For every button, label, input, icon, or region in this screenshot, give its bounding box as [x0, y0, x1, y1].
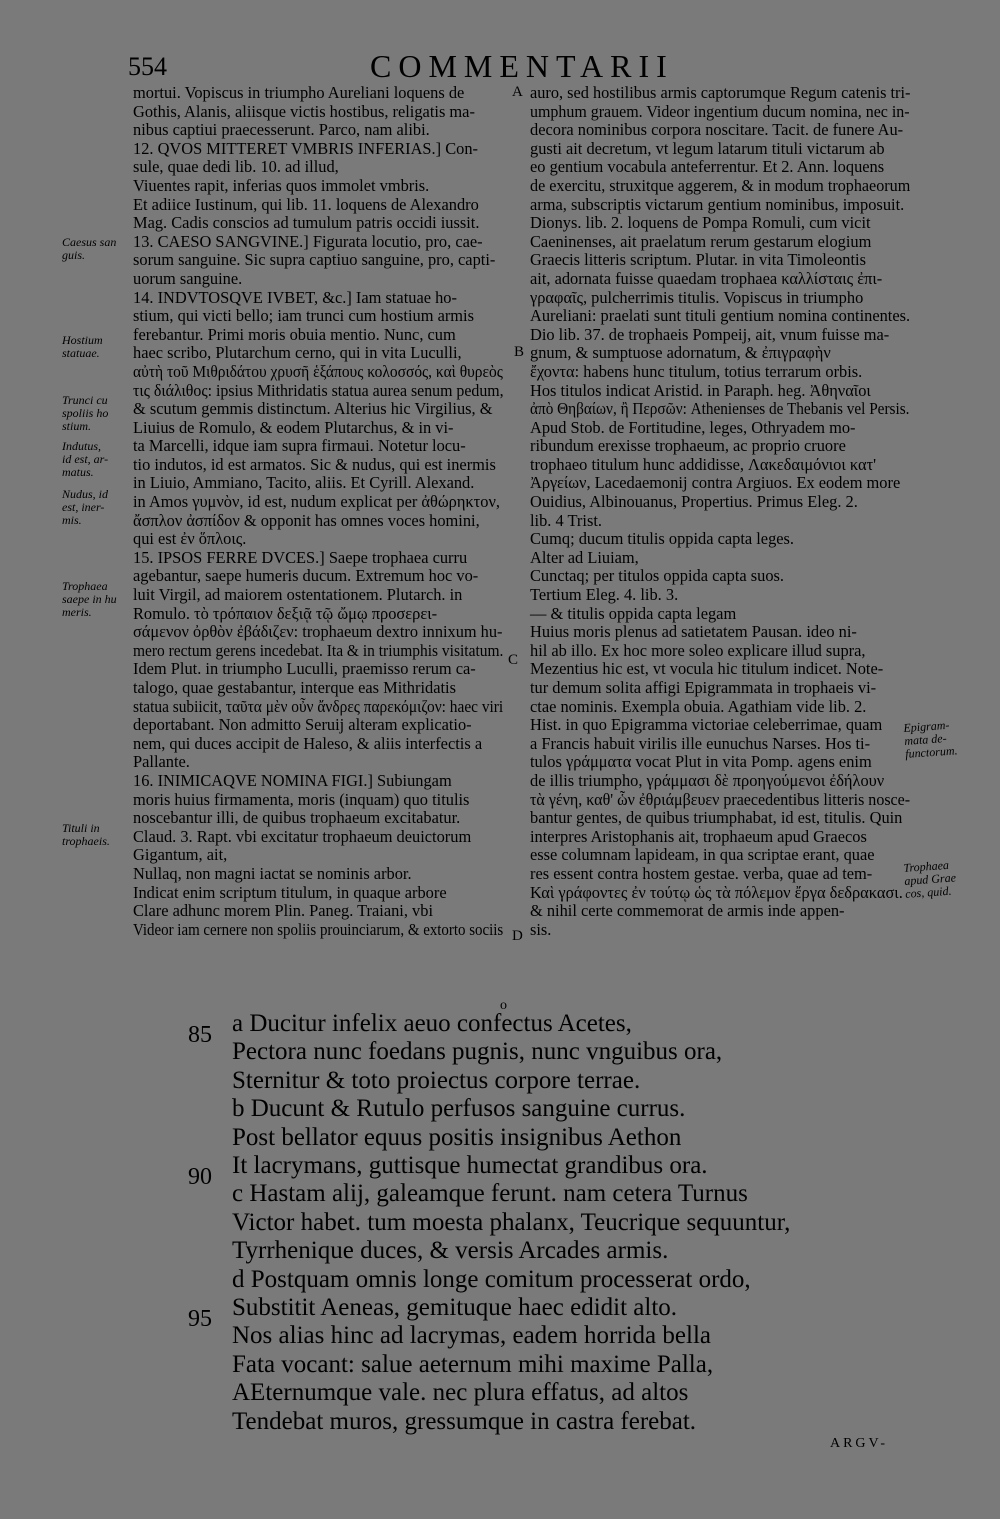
commentary-line: Cumq; ducum titulis oppida capta leges.: [530, 529, 795, 549]
verse-line: Tendebat muros, gressumque in castra ferebat.: [232, 1407, 697, 1435]
section-letter-c: C: [508, 652, 519, 668]
commentary-line: qui est ἐν ὅπλοις.: [133, 529, 247, 549]
section-letter-a: A: [512, 84, 523, 100]
margin-note-hostium-statuae: Hostium statuae.: [62, 333, 103, 360]
commentary-line: de illis triumpho, γράμμασι δὲ προηγούμενοι ἐδήλουν: [530, 770, 885, 790]
commentary-line: Clare adhunc morem Plin. Paneg. Traiani, vbi: [133, 901, 434, 921]
commentary-line: arma, subscriptis victarum gentium nominibus, imposuit.: [530, 194, 905, 214]
running-title: COMMENTARII: [370, 48, 674, 84]
commentary-line: Alter ad Liuiam,: [530, 547, 639, 567]
commentary-line: interpres Aristophanis ait, trophaeum apud Graecos: [530, 826, 867, 846]
commentary-line: ἔχοντα: habens hunc titulum, totius terrarum orbis.: [530, 361, 863, 381]
margin-note-trunci-spoliis: Trunci cu spoliis ho stium.: [62, 393, 109, 433]
commentary-line: 16. INIMICAQVE NOMINA FIGI.] Subiungam: [133, 770, 452, 790]
commentary-line: Graecis litteris scriptum. Plutar. in vita Timoleontis: [530, 250, 866, 270]
commentary-line: Mag. Cadis conscios ad tumulum patris occidi iussit.: [133, 213, 480, 233]
margin-note-nudus: Nudus, id est, iner- mis.: [62, 487, 109, 527]
verse-line: Tyrrhenique duces, & versis Arcades armis.: [232, 1237, 669, 1265]
verse-line: Post bellator equus positis insignibus Aethon: [232, 1123, 682, 1151]
commentary-line: mero rectum gerens incedebat. Ita & in triumphis visitatum.: [133, 640, 504, 660]
commentary-line: statua subiicit, ταῦτα μὲν οὖν ἄνδρες παρεκόμιζον: haec viri: [133, 696, 504, 716]
commentary-line: Mezentius hic est, vt vocula hic titulum indicet. Note-: [530, 659, 884, 679]
commentary-line: bantur gentes, de quibus triumphabat, id est, titulis. Quin: [530, 808, 903, 828]
verse-line: AEternumque vale. nec plura effatus, ad altos: [232, 1379, 689, 1407]
commentary-line: ἄσπλον ἀσπίδον & opponit has omnes voces homini,: [133, 510, 480, 530]
signature-mark: o: [500, 998, 507, 1013]
commentary-line: talogo, quae gestabantur, interque eas Mithridatis: [133, 678, 456, 697]
commentary-line: Ouidius, Albinouanus, Propertius. Primus Eleg. 2.: [530, 492, 858, 512]
commentary-line: ta Marcelli, idque iam supra firmaui. Notetur locu-: [133, 436, 466, 456]
commentary-line: nem, qui duces accipit de Haleso, & aliis interfectis a: [133, 733, 483, 753]
commentary-right-column: [530, 84, 910, 939]
verse-number-85: 85: [188, 1022, 212, 1048]
commentary-line: decora nominibus corpora noscitare. Tacit. de funere Au-: [530, 120, 904, 140]
verse-line: Sternitur & toto proiectus corpore terrae.: [232, 1066, 641, 1094]
commentary-line: τις διάλιθος: ipsius Mithridatis statua aurea senum pedum,: [133, 380, 504, 400]
commentary-line: gusti ait decretum, vt legum latarum tituli victarum ab: [530, 138, 885, 158]
commentary-line: Liuius de Romulo, & eodem Plutarchus, & in vi-: [133, 417, 454, 437]
commentary-line: auro, sed hostilibus armis captorumque Regum catenis tri-: [530, 83, 911, 102]
folio-number: 554: [128, 52, 167, 81]
commentary-line: res essent contra hostem gestae. verba, quae ad tem-: [530, 863, 873, 883]
commentary-line: eo gentium vocabula anteferrentur. Et 2. Ann. loquens: [530, 157, 885, 177]
commentary-line: tio indutos, id est armatos. Sic & nudus, qui est inermis: [133, 454, 496, 474]
commentary-line: agebantur, saepe humeris ducum. Extremum hoc vo-: [133, 566, 479, 586]
commentary-line: 15. IPSOS FERRE DVCES.] Saepe trophaea curru: [133, 547, 468, 567]
section-letter-b: B: [514, 344, 525, 360]
commentary-line: ait, adornata fuisse quaedam trophaea καλλίσταις ἐπι-: [530, 268, 883, 288]
commentary-line: 13. CAESO SANGVINE.] Figurata locutio, pro, cae-: [133, 231, 483, 251]
commentary-line: tulos γράμματα vocat Plut in vita Pomp. agens enim: [530, 752, 872, 772]
catchword: ARGV-: [829, 1436, 888, 1451]
commentary-line: Hist. in quo Epigramma victoriae celeberrimae, quam: [530, 715, 883, 735]
commentary-line: hil ab illo. Ex hoc more soleo explicare illud supra,: [530, 640, 866, 660]
commentary-line: 14. INDVTOSQVE IVBET, &c.] Iam statuae ho-: [133, 287, 457, 307]
verse-line: a Ducitur infelix aeuo confectus Acetes,: [232, 1010, 632, 1037]
commentary-line: moris huius firmamenta, moris (inquam) quo titulis: [133, 789, 470, 809]
commentary-line: & scutum gemmis distinctum. Alterius hic Virgilius, &: [133, 399, 493, 419]
commentary-line: γραφαῖς, pulcherrimis titulis. Vopiscus in triumpho: [530, 287, 864, 307]
verse-line: Pectora nunc foedans pugnis, nunc vnguibus ora,: [232, 1038, 723, 1066]
verse-line: Nos alias hinc ad lacrymas, eadem horrida bella: [232, 1322, 711, 1350]
verse-line: b Ducunt & Rutulo perfusos sanguine currus.: [232, 1095, 686, 1123]
verse-line: c Hastam alij, galeamque ferunt. nam cetera Turnus: [232, 1180, 748, 1208]
verse-block: [232, 1010, 790, 1436]
margin-note-caesus-sanguis: Caesus san guis.: [62, 235, 117, 262]
commentary-line: nibus captiui praecesserunt. Parco, nam alibi.: [133, 120, 430, 140]
commentary-line: gnum, & sumptuose adornatum, & ἐπιγραφὴν: [530, 343, 831, 363]
commentary-line: luit Virgil, ad maiorem ostentationem. Plutarch. in: [133, 585, 463, 605]
commentary-line: lib. 4 Trist.: [530, 510, 602, 530]
commentary-line: σάμενον ὀρθὸν ἐβάδιζεν: trophaeum dextro innixum hu-: [133, 622, 503, 642]
commentary-line: αὐτὴ τοῦ Μιθριδάτου χρυσῆ ἑξάπους κολοσσός, καὶ θυρεὸς: [133, 361, 503, 381]
verse-line: Substitit Aeneas, gemituque haec edidit alto.: [232, 1294, 678, 1322]
commentary-line: noscebantur illi, de quibus trophaeum excitabatur.: [133, 808, 461, 828]
margin-note-tituli-trophaeis: Tituli in trophaeis.: [62, 821, 110, 848]
commentary-line: sule, quae dedi lib. 10. ad illud,: [133, 157, 339, 177]
commentary-left-column: [133, 84, 503, 939]
commentary-line: Dio lib. 37. de trophaeis Pompeij, ait, vnum fuisse ma-: [530, 324, 890, 344]
commentary-line: in Amos γυμνὸν, id est, nudum explicat per ἀθώρηκτον,: [133, 492, 500, 512]
commentary-line: ἀπὸ Θηβαίων, ἢ Περσῶν: Athenienses de Thebanis vel Persis.: [530, 399, 910, 419]
commentary-line: haec scribo, Plutarchum cerno, qui in vita Luculli,: [133, 343, 462, 363]
verse-line: Fata vocant: salue aeternum mihi maxime Palla,: [232, 1350, 714, 1378]
margin-note-epigrammata: Epigram- mata de- functorum.: [902, 717, 958, 761]
commentary-line: in Liuio, Ammiano, Tacito, aliis. Et Cyrill. Alexand.: [133, 473, 475, 493]
commentary-line: uorum sanguine.: [133, 268, 243, 288]
margin-note-indutus: Indutus, id est, ar- matus.: [62, 439, 109, 479]
commentary-line: tur demum solita affigi Epigrammata in trophaeis vi-: [530, 678, 877, 697]
commentary-line: sorum sanguine. Sic supra captiuo sanguine, pro, capti-: [133, 250, 496, 270]
commentary-line: de exercitu, struxitque aggerem, & in modum trophaeorum: [530, 175, 911, 195]
commentary-line: Romulo. τὸ τρόπαιον δεξιᾷ τῷ ὤμῳ προσερει-: [133, 603, 438, 623]
commentary-line: Idem Plut. in triumpho Luculli, praemisso rerum ca-: [133, 659, 476, 679]
commentary-line: Pallante.: [133, 752, 190, 772]
commentary-line: Ἀργείων, Lacedaemonij contra Argiuos. Ex eodem more: [530, 473, 901, 493]
commentary-line: sis.: [530, 919, 552, 939]
verse-line: It lacrymans, guttisque humectat grandibus ora.: [232, 1152, 708, 1180]
verse-number-90: 90: [188, 1164, 212, 1190]
commentary-line: 12. QVOS MITTERET VMBRIS INFERIAS.] Con-: [133, 138, 478, 158]
commentary-line: & nihil certe commemorat de armis inde appen-: [530, 901, 845, 921]
commentary-line: stium, qui victi bello; iam trunci cum hostium armis: [133, 306, 474, 326]
commentary-line: Tertium Eleg. 4. lib. 3.: [530, 585, 679, 605]
commentary-line: Gigantum, ait,: [133, 845, 228, 865]
commentary-line: umphum grauem. Videor ingentium ducum nomina, nec in-: [530, 101, 910, 121]
margin-note-trophaea-humeris: Trophaea saepe in hu meris.: [62, 579, 117, 619]
commentary-line: Nullaq, non magni iactat se nominis arbor.: [133, 863, 412, 883]
commentary-line: Caeninenses, ait praelatum rerum gestarum elogium: [530, 231, 872, 251]
commentary-line: Viuentes rapit, inferias quos immolet vmbris.: [133, 175, 430, 195]
verse-number-95: 95: [188, 1306, 212, 1332]
commentary-line: a Francis habuit virilis ille eunuchus Narses. Hos ti-: [530, 733, 871, 753]
commentary-line: ctae nominis. Exempla obuia. Agathiam vide lib. 2.: [530, 696, 867, 716]
commentary-line: Cunctaq; per titulos oppida capta suos.: [530, 566, 785, 586]
commentary-line: — & titulis oppida capta legam: [530, 603, 737, 623]
commentary-line: Claud. 3. Rapt. vbi excitatur trophaeum deuictorum: [133, 826, 472, 846]
commentary-line: Apud Stob. de Fortitudine, leges, Othryadem mo-: [530, 417, 856, 437]
commentary-line: ferebantur. Primi moris obuia mentio. Nunc, cum: [133, 324, 456, 344]
commentary-line: esse columnam lapideam, in qua scriptae erant, quae: [530, 845, 875, 865]
commentary-line: mortui. Vopiscus in triumpho Aureliani loquens de: [133, 83, 465, 102]
commentary-line: trophaeo titulum hunc addidisse, Λακεδαιμόνιοι κατ': [530, 454, 877, 474]
commentary-line: Videor iam cernere non spoliis prouinciarum, & extorto sociis: [133, 919, 504, 939]
commentary-line: Καὶ γράφοντες ἐν τούτῳ ὡς τὰ πόλεμον ἔργα δεδρακασι.: [530, 882, 903, 902]
verse-line: d Postquam omnis longe comitum processerat ordo,: [232, 1265, 751, 1293]
commentary-line: τὰ γένη, καθ' ὧν ἐθριάμβευεν praecedentibus litteris nosce-: [530, 789, 911, 809]
commentary-line: Dionys. lib. 2. loquens de Pompa Romuli, cum vicit: [530, 213, 871, 233]
commentary-line: Aureliani: praelati sunt tituli gentium nomina continentes.: [530, 306, 911, 326]
section-letter-d: D: [512, 928, 523, 944]
margin-note-trophaea-graecos: Trophaea apud Grae cos, quid.: [902, 857, 957, 901]
commentary-line: Huius moris plenus ad satietatem Pausan. ideo ni-: [530, 622, 857, 642]
verse-line: Victor habet. tum moesta phalanx, Teucrique sequuntur,: [232, 1208, 791, 1236]
commentary-line: Et adiice Iustinum, qui lib. 11. loquens de Alexandro: [133, 194, 479, 214]
commentary-line: Hos titulos indicat Aristid. in Paraph. heg. Ἀθηναῖοι: [530, 380, 871, 400]
commentary-line: Gothis, Alanis, aliisque victis hostibus, religatis ma-: [133, 101, 475, 121]
commentary-line: Indicat enim scriptum titulum, in quaque arbore: [133, 882, 447, 902]
commentary-line: deportabant. Non admitto Seruij alteram explicatio-: [133, 715, 472, 735]
commentary-line: ribundum erexisse trophaeum, ac proprio cruore: [530, 436, 846, 456]
